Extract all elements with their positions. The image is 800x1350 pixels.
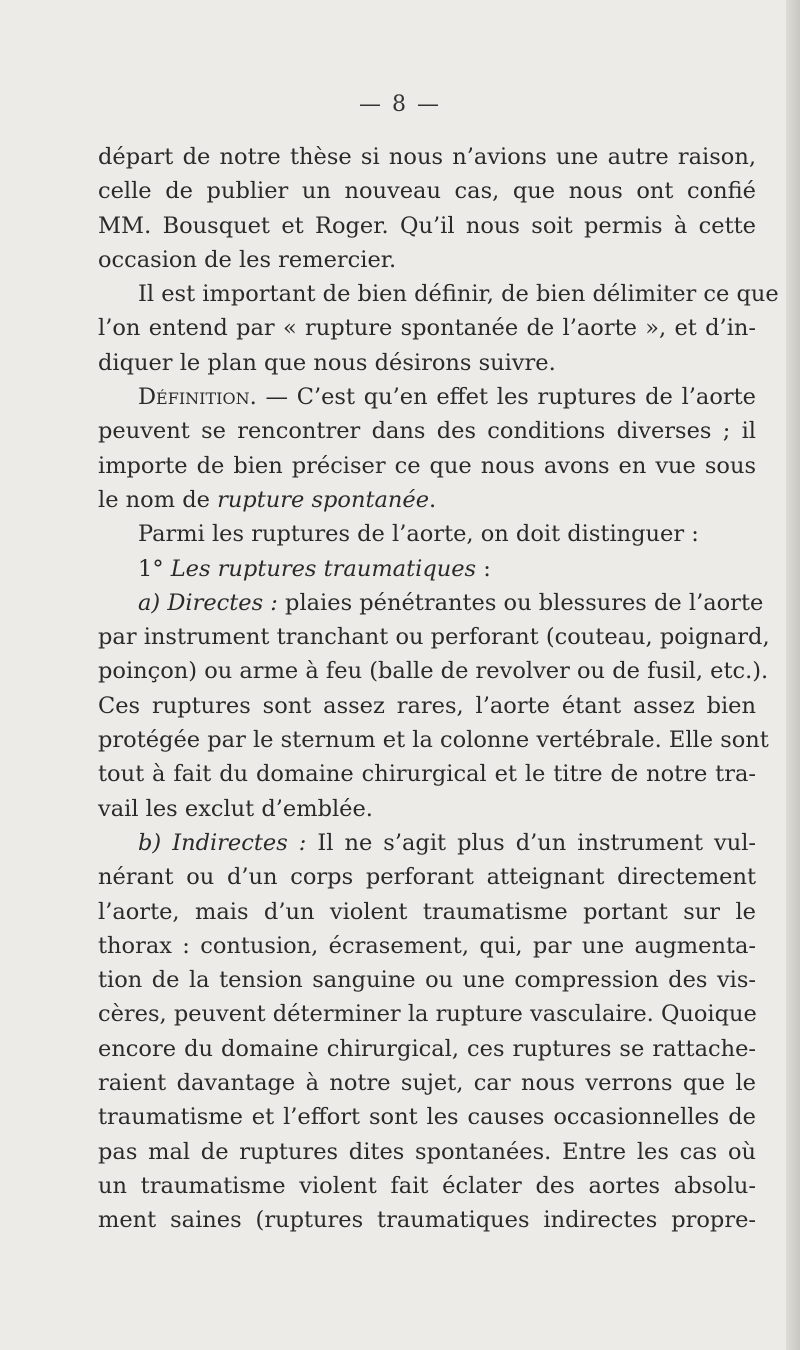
text-line: vail les exclut d’emblée. [98, 795, 373, 822]
text-line: celle de publier un nouveau cas, que nous ont confié [98, 178, 756, 205]
text-fragment: plaies pénétrantes ou blessures de l’aorte [277, 589, 764, 616]
page-number: — 8 — [359, 92, 441, 117]
text-fragment: — C’est qu’en effet les ruptures de l’aorte [256, 384, 756, 411]
text-line: ment saines (ruptures traumatiques indirectes propre- [98, 1207, 756, 1234]
text-line: occasion de les remercier. [98, 246, 397, 273]
text-line-mixed [98, 483, 756, 517]
text-line: raient davantage à notre sujet, car nous verrons que le [98, 1070, 756, 1097]
text-line: Il est important de bien définir, de bien délimiter ce que [138, 281, 779, 308]
definition-heading: Définition. [138, 384, 257, 411]
text-fragment: 1° [138, 555, 171, 582]
text-line: peuvent se rencontrer dans des conditions diverses ; il [98, 418, 756, 445]
text-line: l’aorte, mais d’un violent traumatisme portant sur le [98, 898, 756, 925]
text-line: Ces ruptures sont assez rares, l’aorte étant assez bien [98, 692, 756, 719]
subsection-line [98, 586, 764, 620]
definition-heading-line [98, 380, 756, 414]
text-line: diquer le plan que nous désirons suivre. [98, 349, 556, 376]
text-line: l’on entend par « rupture spontanée de l’aorte », et d’in- [98, 315, 756, 342]
text-line: thorax : contusion, écrasement, qui, par une augmenta- [98, 932, 756, 959]
page-edge [786, 0, 800, 1350]
text-line: importe de bien préciser ce que nous avons en vue sous [98, 452, 756, 479]
text-line: poinçon) ou arme à feu (balle de revolver ou de fusil, etc.). [98, 658, 769, 685]
text-line: MM. Bousquet et Roger. Qu’il nous soit permis à cette [98, 212, 756, 239]
text-line: Parmi les ruptures de l’aorte, on doit distinguer : [138, 521, 699, 548]
text-fragment: : [476, 555, 491, 582]
text-line: cères, peuvent déterminer la rupture vasculaire. Quoique [98, 1001, 757, 1028]
text-fragment: Il ne s’agit plus d’un instrument vul- [306, 829, 757, 856]
text-line: départ de notre thèse si nous n’avions une autre raison, [98, 144, 756, 170]
italic-heading: a) Directes : [138, 589, 278, 616]
text-line: encore du domaine chirurgical, ces ruptures se rattache- [98, 1035, 756, 1062]
italic-heading: b) Indirectes : [138, 829, 307, 856]
text-fragment: . [429, 486, 437, 513]
text-line: tout à fait du domaine chirurgical et le titre de notre tra- [98, 761, 756, 788]
subsection-line [98, 826, 756, 860]
text-line: par instrument tranchant ou perforant (couteau, poignard, [98, 624, 770, 651]
text-line: traumatisme et l’effort sont les causes occasionnelles de [98, 1104, 756, 1131]
section-heading-line [98, 552, 756, 586]
text-line: tion de la tension sanguine ou une compression des vis- [98, 967, 756, 994]
italic-term: rupture spontanée [217, 486, 430, 513]
body-text [98, 140, 779, 1238]
italic-heading: Les ruptures traumatiques [170, 555, 477, 582]
text-line: nérant ou d’un corps perforant atteignant directement [98, 864, 756, 891]
text-line: un traumatisme violent fait éclater des aortes absolu- [98, 1172, 756, 1199]
text-fragment: le nom de [98, 486, 218, 513]
text-line: protégée par le sternum et la colonne vertébrale. Elle sont [98, 727, 769, 754]
text-line: pas mal de ruptures dites spontanées. Entre les cas où [98, 1138, 756, 1165]
